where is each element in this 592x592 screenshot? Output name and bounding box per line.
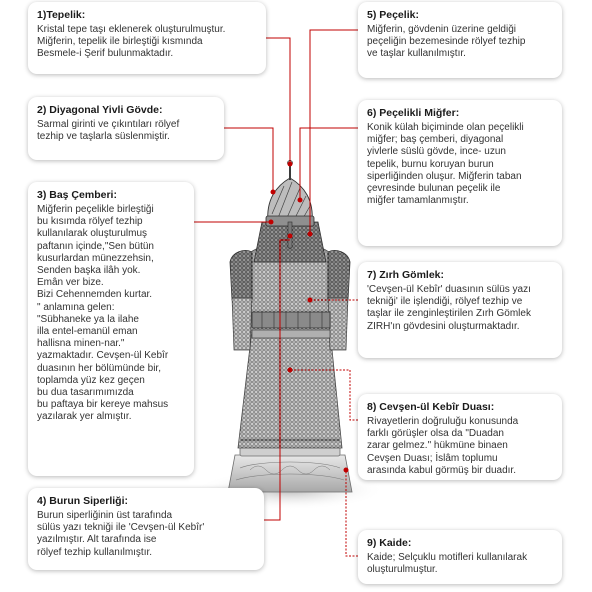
callout-burun-siperligi	[28, 488, 264, 570]
mail-skirt	[238, 330, 342, 448]
callout-cevsen-ul-kebir-duasi	[358, 394, 562, 480]
right-sleeve	[328, 298, 348, 350]
callout-title: 8) Cevşen-ül Kebîr Duası:	[367, 401, 495, 413]
callout-body: Burun siperliğinin üst tarafında sülüs yazı tekniği ile 'Cevşen-ül Kebîr' yazılmıştır. Alt tarafında ise rölyef tezhip kullanılmıştır.	[37, 510, 205, 558]
callout-title: 1)Tepelik:	[37, 9, 86, 21]
callout-title: 7) Zırh Gömlek:	[367, 269, 445, 281]
callout-body: Sarmal girinti ve çıkıntıları rölyef tezhip ve taşlarla süslenmiştir.	[37, 119, 180, 143]
left-sleeve	[232, 298, 252, 350]
callout-bas-cemberi	[28, 182, 194, 476]
right-pauldron	[328, 250, 350, 300]
callout-title: 4) Burun Siperliği:	[37, 495, 129, 507]
callout-pecelikli-migfer	[358, 100, 562, 246]
callout-kaide	[358, 530, 562, 584]
left-pauldron	[230, 250, 252, 300]
callout-body: Miğferin peçelikle birleştiği bu kısımda rölyef tezhip kullanılarak oluşturulmuş paftanın içinde,"Sen bütün kusurlardan münezzehsin, Senden başka ilâh yok. Emân ver bize. Bizi Cehennemden kurtar. " anlamına gelen: "Sübhaneke ya la ilahe illa entel-emanül eman hallisna minen-nar." yazmaktadır. Cevşen-ül Kebîr duasının her bölümünde bir, toplamda yüz kez geçen bu dua tasarımımızda bu paftaya bir kereye mahsus yazılarak yer almıştır.	[37, 204, 169, 423]
callout-body: Kaide; Selçuklu motifleri kullanılarak oluşturulmuştur.	[367, 552, 528, 576]
callout-body: Miğferin, gövdenin üzerine geldiği peçeliğin bezemesinde rölyef tezhip ve taşlar kullanılmıştır.	[367, 24, 526, 60]
callout-body: 'Cevşen-ül Kebîr' duasının sülüs yazı tekniği' ile işlendiği, rölyef tezhip ve taşlar ile zenginleştirilen Zırh Gömlek ZIRH'ın gövdesini oluşturmaktadır.	[367, 284, 531, 332]
callout-body: Kristal tepe taşı eklenerek oluşturulmuştur. Miğferin, tepelik ile birleştiği kısmında Besmele-i Şerif bulunmaktadır.	[37, 24, 226, 60]
callout-body: Konik külah biçiminde olan peçelikli miğfer; baş çemberi, diyagonal yivlerle süslü gövde, ince- uzun tepelik, burnu koruyan burun siperliğinden oluşur. Miğferin taban çevresinde bulunan peçelik ile miğfer tamamlanmıştır.	[367, 122, 524, 207]
callout-title: 6) Peçelikli Miğfer:	[367, 107, 460, 119]
helmet-dome	[268, 178, 313, 222]
callout-body: Rivayetlerin doğruluğu konusunda farklı görüşler olsa da "Duadan zarar gelmez." hükmüne binaen Cevşen Duası; İslâm toplumu arasında kabul görmüş bir duadır.	[367, 416, 519, 476]
callout-title: 3) Baş Çemberi:	[37, 189, 117, 201]
pedestal	[228, 446, 352, 492]
callout-title: 2) Diyagonal Yivli Gövde:	[37, 104, 163, 116]
callout-title: 9) Kaide:	[367, 537, 412, 549]
callout-title: 5) Peçelik:	[367, 9, 419, 21]
callout-tepelik	[28, 2, 266, 74]
belt-band	[252, 312, 330, 328]
callout-diyagonal-yivli-govde	[28, 97, 224, 160]
callout-zirh-gomlek	[358, 262, 562, 358]
callout-pecelik	[358, 2, 562, 78]
